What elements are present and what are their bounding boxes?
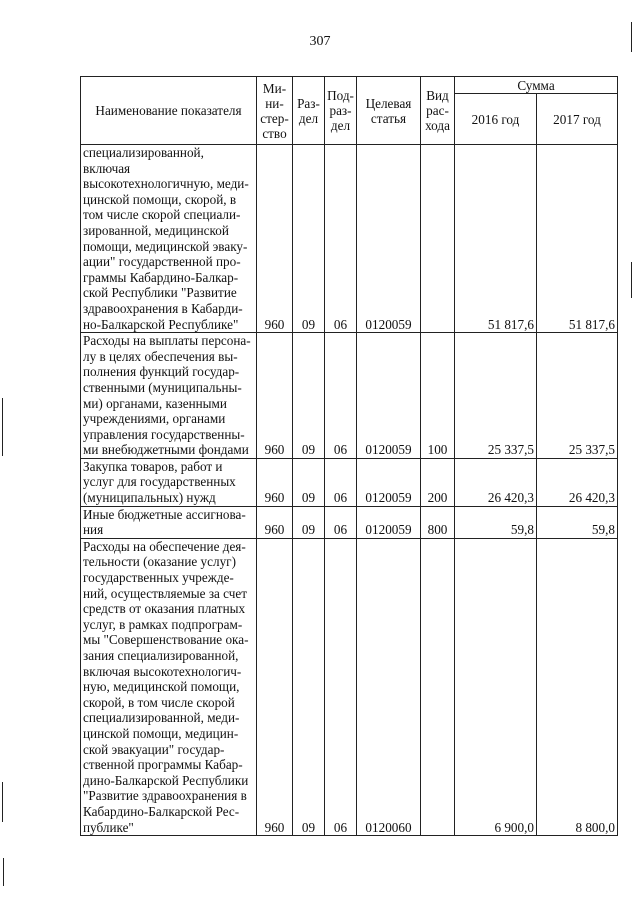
row-expense-type [421, 538, 455, 835]
row-target: 0120059 [357, 145, 421, 333]
row-ministry: 960 [257, 333, 293, 459]
row-expense-type [421, 145, 455, 333]
row-name: специализированной, включая высокотехнологичную, меди- цинской помощи, скорой, в том числе скорой специали- зированной, медицинской помощи, медицинской эваку- ации" государственной про- граммы Кабардино-Балкар- ской Республики "Развитие здравоохранения в Кабарди- но-Балкарской Республике" [81, 145, 257, 333]
row-sum-2017: 8 800,0 [537, 538, 618, 835]
row-sum-2017: 26 420,3 [537, 458, 618, 506]
header-target: Целевая статья [357, 77, 421, 145]
row-target: 0120059 [357, 458, 421, 506]
row-sum-2017: 59,8 [537, 506, 618, 538]
header-row [81, 77, 618, 94]
row-ministry: 960 [257, 506, 293, 538]
header-year-2017: 2017 год [537, 94, 618, 145]
row-section: 09 [293, 145, 325, 333]
row-name: Расходы на выплаты персона- лу в целях обеспечения вы- полнения функций государ- ственными (муниципальны- ми) органами, казенными учреждениями, органами управления государственны- ми внебюджетными фондами [81, 333, 257, 459]
row-sum-2017: 51 817,6 [537, 145, 618, 333]
table-row [81, 506, 618, 538]
row-section: 09 [293, 458, 325, 506]
budget-table [80, 76, 618, 836]
table-row [81, 538, 618, 835]
row-target: 0120059 [357, 506, 421, 538]
row-sum-2016: 25 337,5 [455, 333, 537, 459]
scan-edge-mark [3, 858, 4, 886]
header-year-2016: 2016 год [455, 94, 537, 145]
row-sum-2016: 6 900,0 [455, 538, 537, 835]
row-subsection: 06 [325, 506, 357, 538]
row-subsection: 06 [325, 458, 357, 506]
row-subsection: 06 [325, 145, 357, 333]
row-section: 09 [293, 538, 325, 835]
header-sum: Сумма [455, 77, 618, 94]
scan-edge-mark [631, 262, 632, 298]
row-name: Закупка товаров, работ и услуг для государственных (муниципальных) нужд [81, 458, 257, 506]
scan-edge-mark [631, 22, 632, 52]
table-row [81, 145, 618, 333]
row-target: 0120060 [357, 538, 421, 835]
row-section: 09 [293, 506, 325, 538]
scan-edge-mark [2, 782, 3, 822]
header-name: Наименование показателя [81, 77, 257, 145]
row-expense-type: 800 [421, 506, 455, 538]
scan-edge-mark [2, 398, 3, 456]
table-row [81, 333, 618, 459]
row-expense-type: 100 [421, 333, 455, 459]
header-section: Раз- дел [293, 77, 325, 145]
row-sum-2017: 25 337,5 [537, 333, 618, 459]
row-sum-2016: 26 420,3 [455, 458, 537, 506]
row-ministry: 960 [257, 145, 293, 333]
row-name: Иные бюджетные ассигнова- ния [81, 506, 257, 538]
row-subsection: 06 [325, 538, 357, 835]
row-sum-2016: 51 817,6 [455, 145, 537, 333]
header-expense-type: Вид рас- хода [421, 77, 455, 145]
header-ministry: Ми- ни- стер- ство [257, 77, 293, 145]
row-ministry: 960 [257, 538, 293, 835]
page-number: 307 [309, 34, 331, 49]
header-subsection: Под- раз- дел [325, 77, 357, 145]
row-expense-type: 200 [421, 458, 455, 506]
row-sum-2016: 59,8 [455, 506, 537, 538]
row-name: Расходы на обеспечение дея- тельности (оказание услуг) государственных учрежде- ний, осуществляемые за счет средств от оказания платных услуг, в рамках подпрограм- мы "Совершенствование ока- зания специализированной, включая высокотехнологич- ную, медицинской помощи, скорой, в том числе скорой специализированной, меди- цинской помощи, медицин- ской эвакуации" государ- ственной программы Кабар- дино-Балкарской Республики "Развитие здравоохранения в Кабардино-Балкарской Рес- публике" [81, 538, 257, 835]
row-ministry: 960 [257, 458, 293, 506]
row-subsection: 06 [325, 333, 357, 459]
table-row [81, 458, 618, 506]
row-section: 09 [293, 333, 325, 459]
row-target: 0120059 [357, 333, 421, 459]
